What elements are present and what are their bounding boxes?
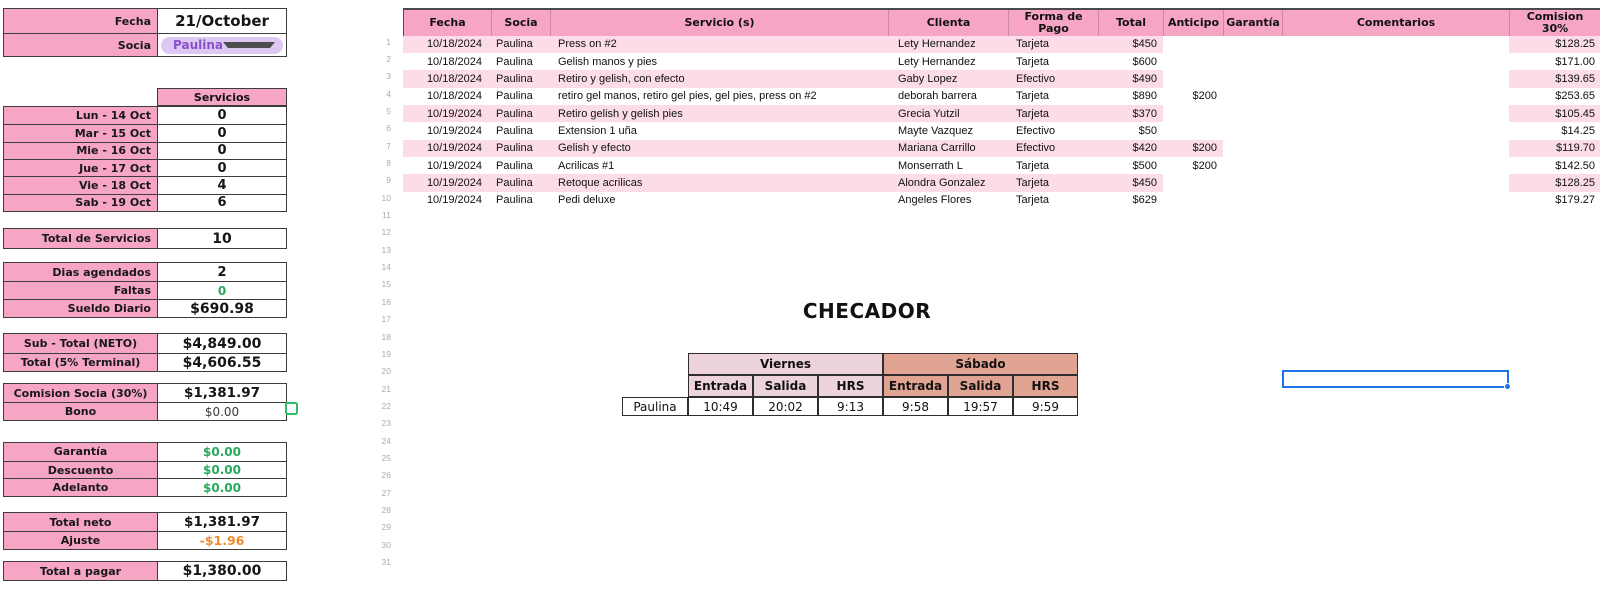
row-number[interactable]: 23 bbox=[381, 418, 391, 429]
row-number[interactable]: 17 bbox=[381, 314, 391, 325]
day-3-label: Jue - 17 Oct bbox=[4, 160, 158, 176]
day-0-row bbox=[4, 107, 286, 124]
stat-2-label: Sueldo Diario bbox=[4, 300, 158, 317]
cell-total[interactable]: $50 bbox=[1138, 124, 1157, 137]
cell-comentarios[interactable] bbox=[1282, 88, 1509, 105]
cell-socia[interactable]: Paulina bbox=[491, 105, 550, 122]
checador-subheader-entrada[interactable]: Entrada bbox=[883, 375, 948, 397]
deduccion-2-row bbox=[4, 478, 286, 496]
column-header-fecha: Fecha bbox=[404, 10, 492, 36]
day-1-row bbox=[4, 124, 286, 141]
cell-comentarios[interactable] bbox=[1282, 157, 1509, 174]
row-number[interactable]: 28 bbox=[381, 504, 391, 515]
selected-cell-outline[interactable] bbox=[1282, 370, 1509, 388]
services-table-header bbox=[403, 8, 1600, 36]
cell-servicio[interactable]: Press on #2 bbox=[550, 36, 888, 53]
cell-forma[interactable]: Tarjeta bbox=[1008, 36, 1098, 53]
cell-comision[interactable]: $128.25 bbox=[1509, 36, 1600, 53]
cell-servicio[interactable]: Gelish y efecto bbox=[550, 140, 888, 157]
total-pagar-block bbox=[3, 561, 287, 581]
cell-clienta[interactable]: Lety Hernandez bbox=[888, 36, 1008, 53]
total-servicios-row bbox=[4, 229, 286, 248]
cell-garantia[interactable] bbox=[1223, 140, 1282, 157]
column-header-anticipo: Anticipo bbox=[1164, 10, 1224, 36]
total-pagar-label: Total a pagar bbox=[4, 562, 158, 580]
cell-socia[interactable]: Paulina bbox=[491, 70, 550, 87]
cell-anticipo[interactable] bbox=[1163, 105, 1223, 122]
deduccion-0-value[interactable]: $0.00 bbox=[158, 443, 286, 461]
cell-garantia[interactable] bbox=[1223, 53, 1282, 70]
fill-handle[interactable] bbox=[1504, 383, 1511, 390]
day-4-label: Vie - 18 Oct bbox=[4, 177, 158, 193]
cell-socia[interactable]: Paulina bbox=[496, 124, 533, 137]
row-number[interactable]: 29 bbox=[381, 522, 391, 533]
checador-subheader-entrada[interactable]: Entrada bbox=[688, 375, 753, 397]
column-header-socia: Socia bbox=[492, 10, 551, 36]
deduccion-0-row bbox=[4, 443, 286, 461]
cell-forma[interactable]: Tarjeta bbox=[1016, 55, 1050, 68]
socia-row bbox=[4, 33, 286, 56]
day-4-value[interactable]: 4 bbox=[158, 177, 286, 193]
cell-socia[interactable]: Paulina bbox=[496, 90, 533, 103]
stat-2-value[interactable]: $690.98 bbox=[158, 300, 286, 317]
fecha-label: Fecha bbox=[4, 9, 158, 33]
cell-comision[interactable]: $14.25 bbox=[1561, 124, 1595, 137]
table-row bbox=[403, 105, 1600, 122]
cell-forma[interactable]: Tarjeta bbox=[1008, 174, 1098, 191]
total-neto-row bbox=[4, 513, 286, 531]
cell-fecha[interactable]: 10/19/2024 bbox=[426, 124, 482, 137]
cell-total[interactable]: $629 bbox=[1132, 194, 1157, 207]
cell-fecha[interactable]: 10/19/2024 bbox=[426, 194, 482, 207]
cell-comision[interactable]: $179.27 bbox=[1555, 194, 1595, 207]
row-number[interactable]: 16 bbox=[381, 296, 391, 307]
cell-clienta[interactable]: Lety Hernandez bbox=[898, 55, 976, 68]
cell-comentarios[interactable] bbox=[1282, 140, 1509, 157]
deduccion-1-row bbox=[4, 461, 286, 479]
cell-forma[interactable]: Tarjeta bbox=[1016, 159, 1050, 172]
chevron-down-icon bbox=[223, 42, 275, 48]
row-number[interactable]: 12 bbox=[381, 227, 391, 238]
socia-dropdown[interactable] bbox=[161, 37, 283, 54]
column-header-comision: Comision 30% bbox=[1510, 10, 1600, 36]
cell-clienta[interactable]: Mariana Carrillo bbox=[888, 140, 1008, 157]
subtotal-block bbox=[3, 333, 287, 372]
checador-title: CHECADOR bbox=[802, 299, 932, 323]
subtotal-value[interactable]: $4,849.00 bbox=[158, 334, 286, 353]
table-row bbox=[403, 157, 1600, 174]
cell-fecha[interactable]: 10/18/2024 bbox=[403, 70, 491, 87]
day-5-row bbox=[4, 194, 286, 211]
row-number[interactable]: 18 bbox=[381, 331, 391, 342]
cell-anticipo[interactable] bbox=[1163, 36, 1223, 53]
cell-fecha[interactable]: 10/19/2024 bbox=[403, 140, 491, 157]
day-2-label: Mie - 16 Oct bbox=[4, 143, 158, 159]
cell-total[interactable]: $450 bbox=[1098, 36, 1163, 53]
cell-comision[interactable]: $128.25 bbox=[1509, 174, 1600, 191]
stat-0-row bbox=[4, 263, 286, 281]
cell-fecha[interactable]: 10/19/2024 bbox=[403, 174, 491, 191]
total-terminal-row bbox=[4, 353, 286, 371]
stats-block bbox=[3, 262, 287, 318]
cell-anticipo[interactable] bbox=[1163, 70, 1223, 87]
cell-forma[interactable]: Tarjeta bbox=[1016, 194, 1050, 207]
cell-garantia[interactable] bbox=[1223, 157, 1282, 174]
fecha-socia-block bbox=[3, 8, 287, 57]
day-5-label: Sab - 19 Oct bbox=[4, 195, 158, 211]
day-0-label: Lun - 14 Oct bbox=[4, 107, 158, 124]
cell-servicio[interactable]: Extension 1 uña bbox=[558, 124, 637, 137]
cell-comentarios[interactable] bbox=[1282, 192, 1509, 209]
deduccion-2-value[interactable]: $0.00 bbox=[158, 479, 286, 496]
checador-sabado-value-1[interactable]: 19:57 bbox=[948, 397, 1013, 416]
row-number[interactable]: 24 bbox=[381, 435, 391, 446]
row-number[interactable]: 5 bbox=[386, 106, 391, 117]
column-header-clienta: Clienta bbox=[889, 10, 1009, 36]
stat-1-value[interactable]: 0 bbox=[158, 282, 286, 299]
comision-label: Comision Socia (30%) bbox=[4, 384, 158, 402]
cell-total[interactable]: $500 bbox=[1132, 159, 1157, 172]
cell-total[interactable]: $490 bbox=[1098, 70, 1163, 87]
subtotal-label: Sub - Total (NETO) bbox=[4, 334, 158, 353]
checador-viernes-value-0[interactable]: 10:49 bbox=[688, 397, 753, 416]
checador-sabado-value-0[interactable]: 9:58 bbox=[883, 397, 948, 416]
row-number[interactable]: 9 bbox=[386, 175, 391, 186]
row-number[interactable]: 2 bbox=[386, 54, 391, 65]
row-number[interactable]: 13 bbox=[381, 244, 391, 255]
bono-row bbox=[4, 402, 286, 420]
stat-2-row bbox=[4, 299, 286, 317]
cell-socia[interactable]: Paulina bbox=[496, 194, 533, 207]
deduccion-0-label: Garantía bbox=[4, 443, 158, 461]
total-servicios-block bbox=[3, 228, 287, 249]
stat-0-label: Dias agendados bbox=[4, 263, 158, 281]
fecha-row bbox=[4, 9, 286, 33]
checador-day-sabado[interactable]: Sábado bbox=[883, 353, 1078, 375]
ajuste-value[interactable]: -$1.96 bbox=[158, 532, 286, 549]
cell-clienta[interactable]: Angeles Flores bbox=[898, 194, 972, 207]
row-number-gutter bbox=[363, 33, 395, 571]
total-servicios-value[interactable]: 10 bbox=[158, 229, 286, 248]
servicios-column-header: Servicios bbox=[157, 88, 287, 106]
cell-anticipo[interactable]: $200 bbox=[1163, 140, 1223, 157]
checador-spacer bbox=[622, 353, 688, 375]
total-servicios-label: Total de Servicios bbox=[4, 229, 158, 248]
cell-comentarios[interactable] bbox=[1282, 122, 1509, 139]
cell-anticipo[interactable]: $200 bbox=[1192, 159, 1217, 172]
row-number[interactable]: 1 bbox=[386, 36, 391, 47]
row-number[interactable]: 7 bbox=[386, 140, 391, 151]
services-table-body bbox=[403, 36, 1600, 209]
cell-forma[interactable]: Tarjeta bbox=[1008, 105, 1098, 122]
cell-garantia[interactable] bbox=[1223, 88, 1282, 105]
total-neto-label: Total neto bbox=[4, 513, 158, 531]
stat-0-value[interactable]: 2 bbox=[158, 263, 286, 281]
column-header-comentarios: Comentarios bbox=[1283, 10, 1510, 36]
table-row bbox=[403, 53, 1600, 70]
table-row bbox=[403, 174, 1600, 191]
comision-row bbox=[4, 384, 286, 402]
cell-comision[interactable]: $139.65 bbox=[1509, 70, 1600, 87]
deduccion-1-label: Descuento bbox=[4, 462, 158, 479]
fecha-value-cell[interactable]: 21/October bbox=[158, 9, 286, 33]
cell-fecha[interactable]: 10/19/2024 bbox=[403, 105, 491, 122]
row-number[interactable]: 4 bbox=[386, 88, 391, 99]
cell-comentarios[interactable] bbox=[1282, 70, 1509, 87]
comision-block bbox=[3, 383, 287, 421]
socia-label: Socia bbox=[4, 34, 158, 56]
table-row bbox=[403, 122, 1600, 139]
row-number[interactable]: 11 bbox=[382, 210, 391, 221]
row-number[interactable]: 3 bbox=[386, 71, 391, 82]
bono-value[interactable]: $0.00 bbox=[158, 403, 286, 420]
total-neto-value[interactable]: $1,381.97 bbox=[158, 513, 286, 531]
subtotal-row bbox=[4, 334, 286, 353]
checador-subheader-salida[interactable]: Salida bbox=[753, 375, 818, 397]
total-pagar-value[interactable]: $1,380.00 bbox=[158, 562, 286, 580]
cell-anticipo[interactable] bbox=[1163, 53, 1223, 70]
table-row bbox=[403, 88, 1600, 105]
cell-forma[interactable]: Efectivo bbox=[1016, 124, 1056, 137]
deduccion-1-value[interactable]: $0.00 bbox=[158, 462, 286, 479]
cell-garantia[interactable] bbox=[1223, 192, 1282, 209]
cell-servicio[interactable]: Pedi deluxe bbox=[558, 194, 616, 207]
row-number[interactable]: 19 bbox=[381, 348, 391, 359]
cell-forma[interactable]: Efectivo bbox=[1008, 140, 1098, 157]
cell-garantia[interactable] bbox=[1223, 70, 1282, 87]
checador-spacer bbox=[622, 375, 688, 397]
cell-socia[interactable]: Paulina bbox=[496, 159, 533, 172]
cell-anticipo[interactable] bbox=[1163, 192, 1223, 209]
cell-total[interactable]: $600 bbox=[1132, 55, 1157, 68]
socia-value-cell bbox=[158, 34, 286, 56]
cell-fecha[interactable]: 10/18/2024 bbox=[403, 36, 491, 53]
checador-viernes-value-2[interactable]: 9:13 bbox=[818, 397, 883, 416]
row-number[interactable]: 21 bbox=[381, 383, 391, 394]
deductions-block bbox=[3, 442, 287, 497]
day-2-row bbox=[4, 142, 286, 159]
cell-comision[interactable]: $253.65 bbox=[1555, 90, 1595, 103]
comision-value[interactable]: $1,381.97 bbox=[158, 384, 286, 402]
cell-clienta[interactable]: Monserrath L bbox=[898, 159, 963, 172]
ajuste-row bbox=[4, 531, 286, 549]
row-number[interactable]: 10 bbox=[381, 192, 391, 203]
column-header-forma: Forma de Pago bbox=[1009, 10, 1099, 36]
day-0-value[interactable]: 0 bbox=[158, 107, 286, 124]
row-number[interactable]: 27 bbox=[381, 487, 391, 498]
checador-subheader-hrs[interactable]: HRS bbox=[1013, 375, 1078, 397]
cell-servicio[interactable]: Gelish manos y pies bbox=[558, 55, 658, 68]
cell-servicio[interactable]: Acrilicas #1 bbox=[558, 159, 615, 172]
cell-comentarios[interactable] bbox=[1282, 174, 1509, 191]
day-4-row bbox=[4, 176, 286, 193]
table-row bbox=[403, 192, 1600, 209]
cell-servicio[interactable]: Retiro y gelish, con efecto bbox=[550, 70, 888, 87]
row-number[interactable]: 15 bbox=[381, 279, 391, 290]
cell-forma[interactable]: Efectivo bbox=[1008, 70, 1098, 87]
cell-comentarios[interactable] bbox=[1282, 53, 1509, 70]
column-header-total: Total bbox=[1099, 10, 1164, 36]
cell-clienta[interactable]: Alondra Gonzalez bbox=[888, 174, 1008, 191]
cell-garantia[interactable] bbox=[1223, 122, 1282, 139]
cell-socia[interactable]: Paulina bbox=[491, 140, 550, 157]
stat-1-row bbox=[4, 281, 286, 299]
cell-total[interactable]: $450 bbox=[1098, 174, 1163, 191]
checador-subheader-salida[interactable]: Salida bbox=[948, 375, 1013, 397]
deduccion-2-label: Adelanto bbox=[4, 479, 158, 496]
cell-comision[interactable]: $105.45 bbox=[1509, 105, 1600, 122]
cell-clienta[interactable]: Gaby Lopez bbox=[888, 70, 1008, 87]
cell-anticipo[interactable]: $200 bbox=[1192, 90, 1217, 103]
row-number[interactable]: 22 bbox=[381, 400, 391, 411]
table-row bbox=[403, 36, 1600, 53]
days-block bbox=[3, 106, 287, 212]
day-3-value[interactable]: 0 bbox=[158, 160, 286, 176]
cell-socia[interactable]: Paulina bbox=[491, 36, 550, 53]
cell-socia[interactable]: Paulina bbox=[496, 55, 533, 68]
cell-clienta[interactable]: deborah barrera bbox=[898, 90, 977, 103]
cell-garantia[interactable] bbox=[1223, 36, 1282, 53]
row-number[interactable]: 26 bbox=[381, 470, 391, 481]
row-number[interactable]: 8 bbox=[386, 158, 391, 169]
cell-comision[interactable]: $142.50 bbox=[1555, 159, 1595, 172]
total-terminal-value[interactable]: $4,606.55 bbox=[158, 354, 286, 371]
total-neto-block bbox=[3, 512, 287, 550]
socia-dropdown-value: Paulina bbox=[173, 38, 223, 52]
total-terminal-label: Total (5% Terminal) bbox=[4, 354, 158, 371]
cell-comentarios[interactable] bbox=[1282, 36, 1509, 53]
day-2-value[interactable]: 0 bbox=[158, 143, 286, 159]
row-number[interactable]: 30 bbox=[381, 539, 391, 550]
row-number[interactable]: 14 bbox=[381, 262, 391, 273]
checador-day-viernes[interactable]: Viernes bbox=[688, 353, 883, 375]
table-row bbox=[403, 140, 1600, 157]
row-number[interactable]: 25 bbox=[381, 452, 391, 463]
day-1-value[interactable]: 0 bbox=[158, 125, 286, 141]
cell-fecha[interactable]: 10/18/2024 bbox=[426, 90, 482, 103]
bono-label: Bono bbox=[4, 403, 158, 420]
cell-comision[interactable]: $171.00 bbox=[1555, 55, 1595, 68]
cell-anticipo[interactable] bbox=[1163, 174, 1223, 191]
total-pagar-row bbox=[4, 562, 286, 580]
checador-name-cell[interactable]: Paulina bbox=[622, 397, 688, 416]
cell-servicio[interactable]: Retiro gelish y gelish pies bbox=[550, 105, 888, 122]
cell-servicio[interactable]: retiro gel manos, retiro gel pies, gel pies, press on #2 bbox=[558, 90, 817, 103]
row-number[interactable]: 20 bbox=[381, 366, 391, 377]
table-row bbox=[403, 70, 1600, 87]
cell-socia[interactable]: Paulina bbox=[491, 174, 550, 191]
row-number[interactable]: 31 bbox=[381, 556, 391, 567]
column-header-garantia: Garantía bbox=[1224, 10, 1283, 36]
cell-comision[interactable]: $119.70 bbox=[1509, 140, 1600, 157]
cell-total[interactable]: $370 bbox=[1098, 105, 1163, 122]
services-table bbox=[403, 8, 1600, 209]
day-5-value[interactable]: 6 bbox=[158, 195, 286, 211]
checador-subheader-hrs[interactable]: HRS bbox=[818, 375, 883, 397]
checador-table bbox=[622, 353, 1078, 416]
cell-fecha[interactable]: 10/18/2024 bbox=[426, 55, 482, 68]
cell-total[interactable]: $420 bbox=[1098, 140, 1163, 157]
stat-1-label: Faltas bbox=[4, 282, 158, 299]
day-3-row bbox=[4, 159, 286, 176]
row-number[interactable]: 6 bbox=[386, 123, 391, 134]
cell-servicio[interactable]: Retoque acrilicas bbox=[550, 174, 888, 191]
column-header-servicio: Servicio (s) bbox=[551, 10, 889, 36]
cell-clienta[interactable]: Mayte Vazquez bbox=[898, 124, 974, 137]
cell-total[interactable]: $890 bbox=[1132, 90, 1157, 103]
cell-comentarios[interactable] bbox=[1282, 105, 1509, 122]
cell-forma[interactable]: Tarjeta bbox=[1016, 90, 1050, 103]
cell-anticipo[interactable] bbox=[1163, 122, 1223, 139]
checador-viernes-value-1[interactable]: 20:02 bbox=[753, 397, 818, 416]
cell-clienta[interactable]: Grecia Yutzil bbox=[888, 105, 1008, 122]
ajuste-label: Ajuste bbox=[4, 532, 158, 549]
cell-fecha[interactable]: 10/19/2024 bbox=[426, 159, 482, 172]
cell-garantia[interactable] bbox=[1223, 174, 1282, 191]
bono-checkbox[interactable] bbox=[285, 402, 298, 415]
day-1-label: Mar - 15 Oct bbox=[4, 125, 158, 141]
checador-sabado-value-2[interactable]: 9:59 bbox=[1013, 397, 1078, 416]
cell-garantia[interactable] bbox=[1223, 105, 1282, 122]
